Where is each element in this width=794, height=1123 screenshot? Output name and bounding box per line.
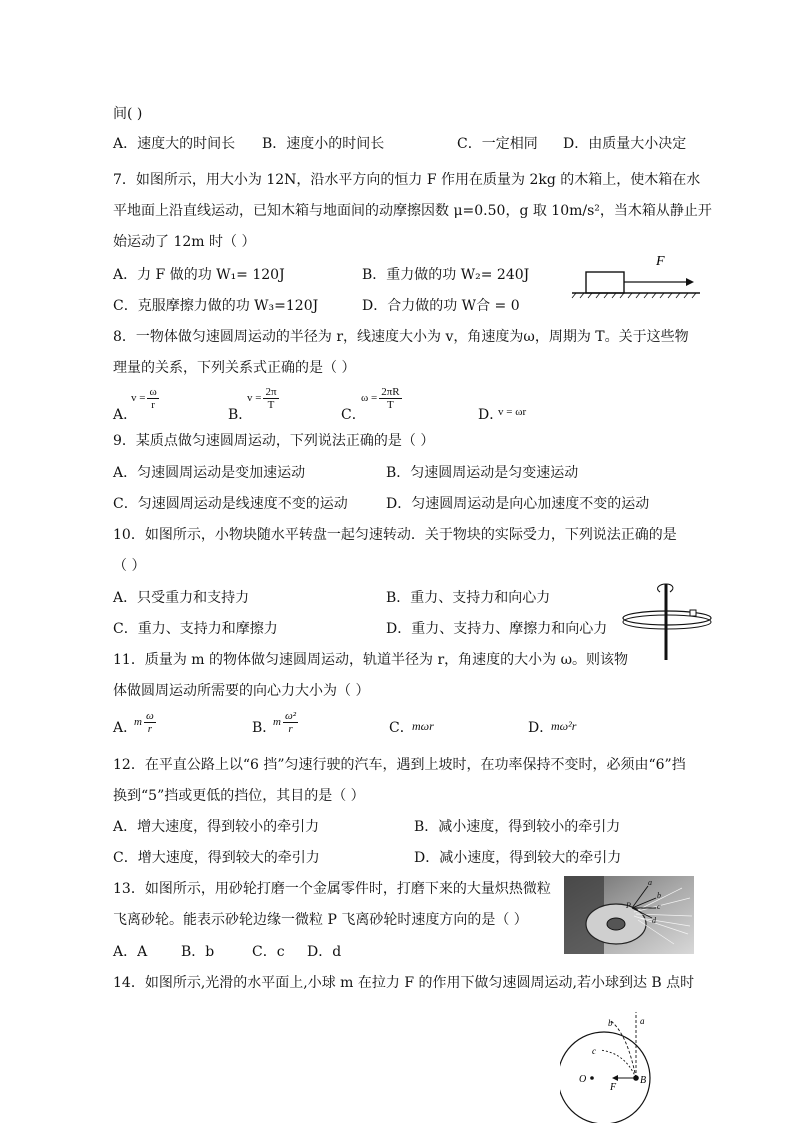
q11-stem-line-1: 11．质量为 m 的物体做匀速圆周运动，轨道半径为 r，角速度的大小为 ω。则该物 — [113, 652, 628, 668]
q6-option-b: B．速度小的时间长 — [262, 136, 385, 152]
q13-option-a: A．A — [113, 944, 148, 960]
svg-text:a: a — [648, 878, 652, 887]
q8-b-den: T — [267, 399, 275, 411]
wooden-box — [586, 272, 624, 293]
q8-a-lhs: v = — [131, 392, 146, 405]
q10-option-b: B．重力、支持力和向心力 — [386, 590, 551, 606]
path-c — [600, 1050, 636, 1078]
q8-b-lhs: v = — [247, 392, 262, 405]
q10-stem-line-1: 10．如图所示，小物块随水平转盘一起匀速转动．关于物块的实际受力，下列说法正确的是 — [113, 527, 677, 543]
q7-option-d: D．合力做的功 W合 = 0 — [362, 298, 520, 314]
q8-label-c: C． — [341, 407, 366, 423]
label-f: F — [610, 1082, 617, 1093]
svg-text:d: d — [652, 916, 656, 925]
q10-option-d: D．重力、支持力、摩擦力和向心力 — [386, 621, 608, 637]
label-o: O — [579, 1074, 587, 1085]
q9-option-a: A．匀速圆周运动是变加速运动 — [113, 465, 306, 481]
q8-label-d: D． — [478, 407, 504, 423]
label-path-a: a — [640, 1016, 645, 1026]
q6-option-d: D．由质量大小决定 — [563, 136, 687, 152]
q12-option-b: B．减小速度，得到较小的牵引力 — [414, 819, 621, 835]
q10-stem-line-2: （ ） — [113, 558, 146, 574]
q13-stem-line-1: 13．如图所示，用砂轮打磨一个金属零件时，打磨下来的大量炽热微粒 — [113, 881, 551, 897]
q8-label-a: A． — [113, 407, 138, 423]
svg-text:c: c — [657, 902, 661, 911]
q8-a-den: r — [151, 399, 155, 411]
q7-option-a: A．力 F 做的功 W₁= 120J — [113, 267, 285, 283]
circular-motion-figure — [560, 1008, 680, 1123]
q8-stem-line-2: 理量的关系，下列关系式正确的是（ ） — [113, 360, 356, 376]
q8-c-lhs: ω = — [361, 392, 378, 405]
q12-stem-line-2: 换到“5”挡或更低的挡位，其目的是（ ） — [113, 788, 365, 804]
q10-option-a: A．只受重力和支持力 — [113, 590, 250, 606]
q12-option-d: D．减小速度，得到较大的牵引力 — [414, 850, 622, 866]
q8-a-num: ω — [149, 386, 157, 398]
ground-hatch — [572, 293, 696, 298]
q7-option-c: C．克服摩擦力做的功 W₃=120J — [113, 298, 319, 314]
q11-label-c: C． — [389, 720, 414, 736]
q11-formula-d: mω²r — [551, 719, 577, 733]
q11-formula-c: mωr — [412, 719, 434, 733]
q12-stem-line-1: 12．在平直公路上以“6 挡”匀速行驶的汽车，遇到上坡时，在功率保持不变时，必须由“6”挡 — [113, 757, 686, 773]
q11-b-den: r — [288, 723, 293, 735]
q11-label-a: A． — [113, 720, 138, 736]
q8-label-b: B． — [228, 407, 253, 423]
q11-b-num: ω² — [284, 710, 297, 722]
q8-c-den: T — [387, 399, 394, 411]
path-b — [610, 1020, 636, 1078]
q8-c-num: 2πR — [381, 386, 400, 398]
small-block — [690, 610, 696, 616]
q13-stem-line-2: 飞离砂轮。能表示砂轮边缘一微粒 P 飞离砂轮时速度方向的是（ ） — [113, 912, 528, 928]
q12-option-c: C．增大速度，得到较大的牵引力 — [113, 850, 320, 866]
grinding-wheel-photo — [564, 876, 694, 954]
center-point — [590, 1076, 594, 1080]
q9-option-c: C．匀速圆周运动是线速度不变的运动 — [113, 496, 348, 512]
q13-option-c: C．c — [252, 944, 285, 960]
q8-formula-a — [131, 386, 161, 411]
q12-option-a: A．增大速度，得到较小的牵引力 — [113, 819, 320, 835]
q13-option-b: B．b — [181, 944, 215, 960]
q6-option-a: A．速度大的时间长 — [113, 136, 236, 152]
q7-stem-line-2: 平地面上沿直线运动，已知木箱与地面间的动摩擦因数 μ=0.50，g 取 10m/s²，当木箱从静止开 — [113, 203, 712, 219]
q13-option-d: D．d — [307, 944, 342, 960]
label-path-c: c — [592, 1046, 596, 1056]
q8-stem-line-1: 8．一物体做匀速圆周运动的半径为 r，线速度大小为 v，角速度为ω，周期为 T。关于这些物 — [113, 329, 689, 345]
q8-formula-d: v = ωr — [498, 406, 527, 418]
q11-label-d: D． — [528, 720, 554, 736]
q11-label-b: B． — [252, 720, 277, 736]
q6-stem-cont: 间( ) — [113, 106, 143, 122]
q9-option-b: B．匀速圆周运动是匀变速运动 — [386, 465, 579, 481]
q9-stem: 9．某质点做匀速圆周运动，下列说法正确的是（ ） — [113, 433, 435, 449]
q7-stem-line-1: 7．如图所示，用大小为 12N，沿水平方向的恒力 F 作用在质量为 2kg 的木箱上，使木箱在水 — [113, 172, 701, 188]
label-path-b: b — [608, 1018, 613, 1028]
q11-a-den: r — [147, 723, 152, 735]
svg-text:b: b — [657, 891, 661, 900]
q11-a-num: ω — [145, 710, 154, 722]
q9-option-d: D．匀速圆周运动是向心加速度不变的运动 — [386, 496, 650, 512]
svg-text:P: P — [626, 901, 631, 910]
force-arrow-head — [686, 278, 694, 286]
q7-option-b: B．重力做的功 W₂= 240J — [362, 267, 530, 283]
q11-formula-a — [134, 710, 158, 735]
q6-option-c: C．一定相同 — [457, 136, 538, 152]
turntable-figure — [620, 578, 716, 662]
q14-stem: 14．如图所示,光滑的水平面上,小球 m 在拉力 F 的作用下做匀速圆周运动,若小球到达 B 点时 — [113, 975, 695, 991]
q11-a-m: m — [134, 716, 142, 729]
label-b-point: B — [640, 1075, 647, 1086]
q8-formula-c — [361, 386, 404, 411]
force-label: F — [656, 254, 665, 269]
box-force-figure — [568, 252, 704, 300]
q11-b-m: m — [273, 716, 281, 729]
q11-formula-b — [273, 710, 300, 735]
q11-stem-line-2: 体做圆周运动所需要的向心力大小为（ ） — [113, 683, 370, 699]
q7-stem-line-3: 始运动了 12m 时（ ） — [113, 234, 256, 250]
q8-formula-b — [247, 386, 281, 411]
q8-b-num: 2π — [265, 386, 277, 398]
q10-option-c: C．重力、支持力和摩擦力 — [113, 621, 278, 637]
